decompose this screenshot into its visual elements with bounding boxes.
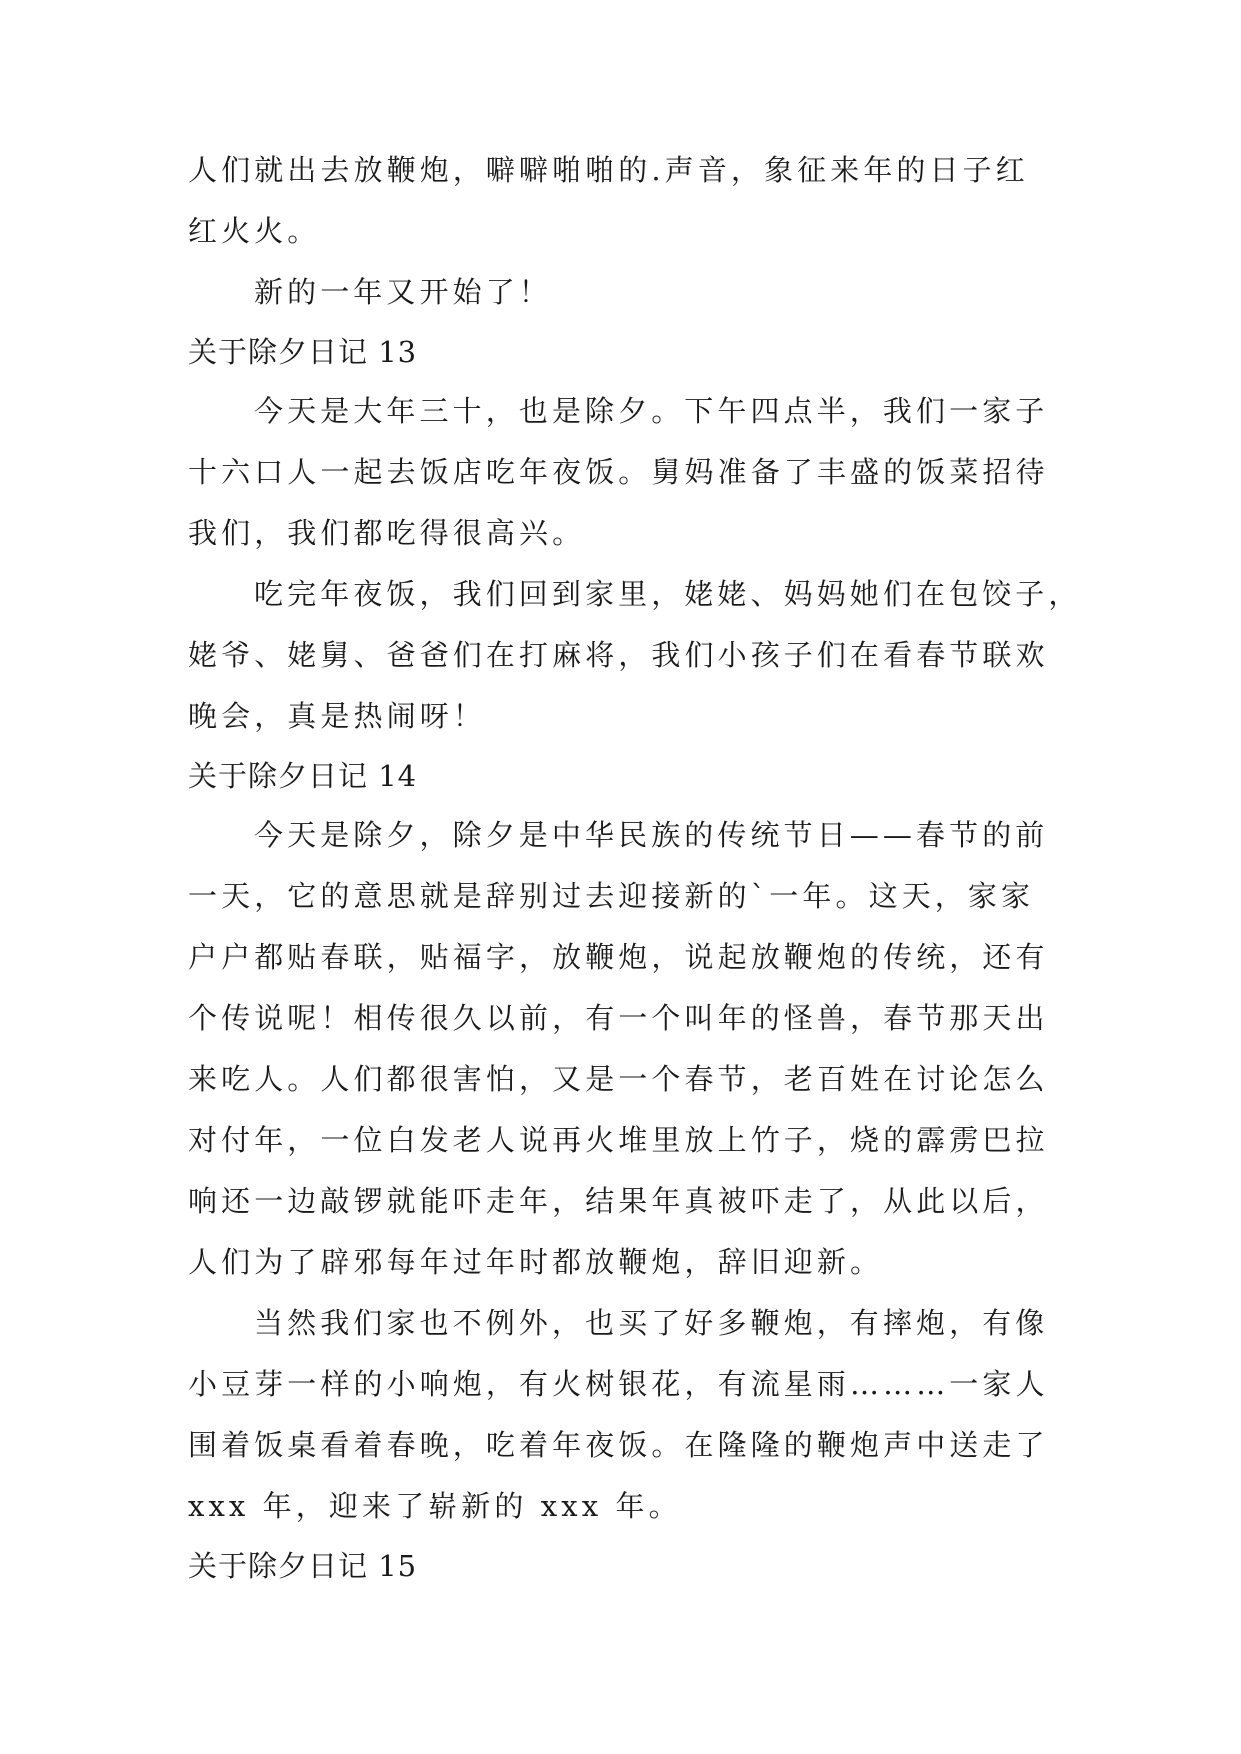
paragraph <box>188 805 1058 1293</box>
paragraph-line: 姥爷、姥舅、爸爸们在打麻将，我们小孩子们在看春节联欢 <box>188 638 1049 672</box>
paragraph-line: 我们，我们都吃得很高兴。 <box>188 516 586 550</box>
paragraph-line: 来吃人。人们都很害怕，又是一个春节，老百姓在讨论怎么 <box>188 1062 1049 1096</box>
paragraph-line: 一天，它的意思就是辞别过去迎接新的`一年。这天，家家 <box>188 879 1035 913</box>
paragraph-line: 今天是大年三十，也是除夕。下午四点半，我们一家子 <box>254 394 1049 428</box>
paragraph-line: 吃完年夜饭，我们回到家里，姥姥、妈妈她们在包饺子， <box>254 577 1082 611</box>
paragraph-line: 个传说呢！相传很久以前，有一个叫年的怪兽，春节那天出 <box>188 1001 1049 1035</box>
section-heading: 关于除夕日记 13 <box>188 335 418 369</box>
paragraph-line: 人们就出去放鞭炮，噼噼啪啪的.声音，象征来年的日子红 <box>188 153 1029 187</box>
paragraph-line: 十六口人一起去饭店吃年夜饭。舅妈准备了丰盛的饭菜招待 <box>188 455 1049 489</box>
paragraph-line: 小豆芽一样的小响炮，有火树银花，有流星雨………一家人 <box>188 1367 1049 1401</box>
section-heading: 关于除夕日记 15 <box>188 1549 418 1583</box>
paragraph-line: 今天是除夕，除夕是中华民族的传统节日——春节的前 <box>254 818 1049 852</box>
paragraph <box>188 381 1058 564</box>
paragraph <box>188 140 1058 262</box>
paragraph-line: 户户都贴春联，贴福字，放鞭炮，说起放鞭炮的传统，还有 <box>188 940 1049 974</box>
paragraph-line: 晚会，真是热闹呀！ <box>188 699 486 733</box>
paragraph-line: xxx 年，迎来了崭新的 xxx 年。 <box>188 1489 682 1523</box>
paragraph-line: 红火火。 <box>188 214 321 248</box>
paragraph-line: 人们为了辟邪每年过年时都放鞭炮，辞旧迎新。 <box>188 1245 884 1279</box>
paragraph-line: 围着饭桌看着春晚，吃着年夜饭。在隆隆的鞭炮声中送走了 <box>188 1428 1049 1462</box>
paragraph <box>188 564 1082 747</box>
document-body <box>188 140 1082 1595</box>
paragraph-line: 响还一边敲锣就能吓走年，结果年真被吓走了，从此以后， <box>188 1184 1049 1218</box>
paragraph <box>188 1293 1058 1537</box>
paragraph <box>188 262 1058 323</box>
paragraph-line: 对付年，一位白发老人说再火堆里放上竹子，烧的霹雳巴拉 <box>188 1123 1049 1157</box>
section-heading: 关于除夕日记 14 <box>188 759 418 793</box>
paragraph-line: 当然我们家也不例外，也买了好多鞭炮，有摔炮，有像 <box>254 1306 1049 1340</box>
paragraph-line: 新的一年又开始了！ <box>254 275 552 309</box>
